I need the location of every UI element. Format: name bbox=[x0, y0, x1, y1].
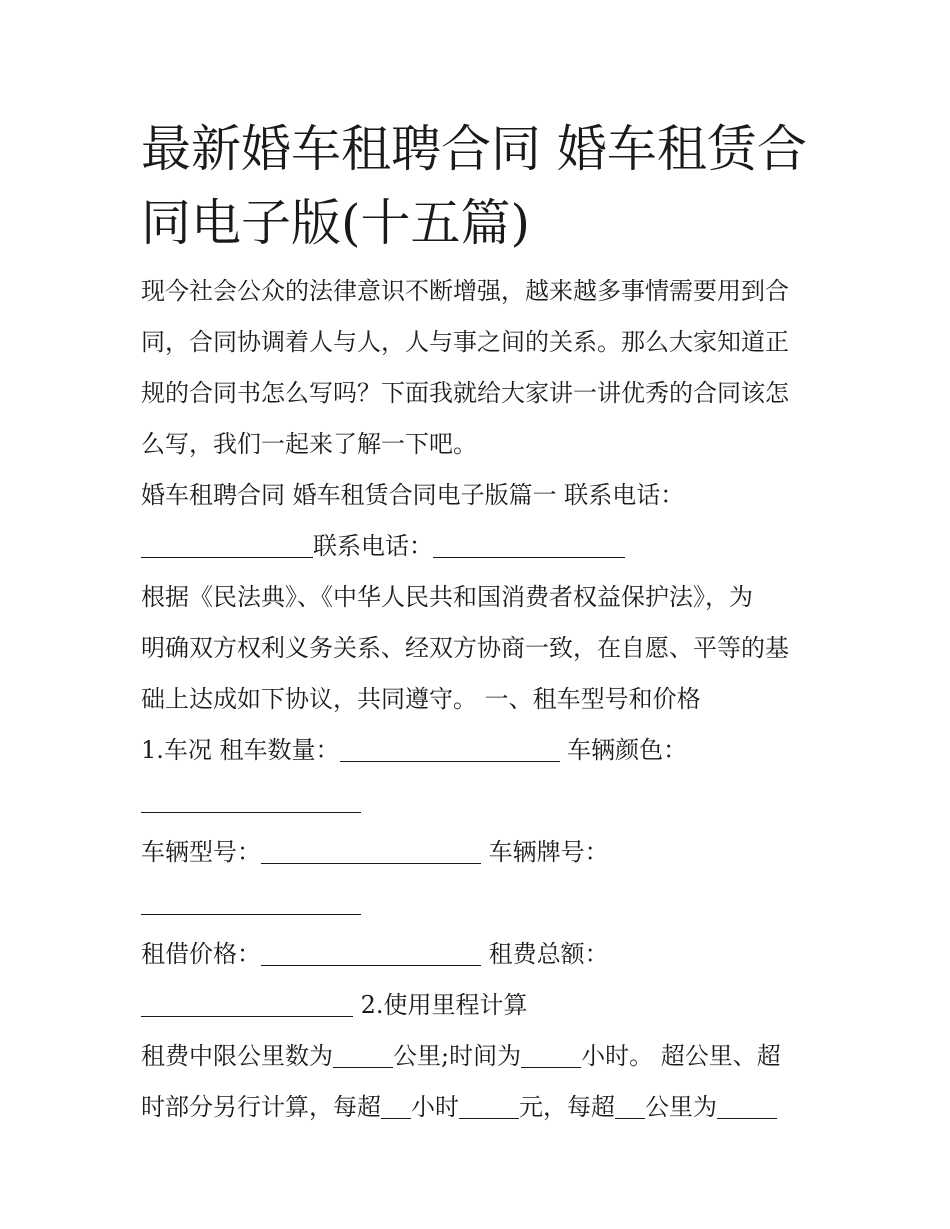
intro-line-1: 现今社会公众的法律意识不断增强，越来越多事情需要用到合 bbox=[141, 277, 789, 305]
model-blank bbox=[261, 839, 481, 864]
extra-km-fee-blank bbox=[717, 1094, 777, 1119]
item1-label: 1.车况 租车数量： bbox=[141, 736, 340, 764]
extra-line bbox=[141, 1082, 813, 1133]
section-heading: 婚车租聘合同 婚车租赁合同电子版篇一 联系电话： bbox=[141, 481, 685, 509]
mileage-text-a: 租费中限公里数为 bbox=[141, 1042, 333, 1070]
plate-label: 车辆牌号： bbox=[481, 838, 609, 866]
price-label: 租借价格： bbox=[141, 940, 261, 968]
phone-blank-2 bbox=[433, 533, 625, 558]
mileage-text-c: 小时。 超公里、超 bbox=[581, 1042, 781, 1070]
price-line bbox=[141, 929, 813, 980]
basis-line-2: 明确双方权利义务关系、经双方协商一致，在自愿、平等的基 bbox=[141, 634, 789, 662]
total-label: 租费总额： bbox=[481, 940, 609, 968]
item1-line bbox=[141, 725, 813, 776]
color-blank-line bbox=[141, 776, 813, 827]
extra-text-c: 元，每超 bbox=[519, 1093, 615, 1121]
title-line-1: 最新婚车租聘合同 婚车租赁合 bbox=[141, 120, 807, 178]
mileage-text-b: 公里;时间为 bbox=[393, 1042, 522, 1070]
document-title bbox=[141, 112, 813, 260]
item2-label: 2.使用里程计算 bbox=[353, 991, 528, 1019]
extra-text-a: 时部分另行计算，每超 bbox=[141, 1093, 381, 1121]
title-line-2: 同电子版(十五篇) bbox=[141, 194, 531, 252]
basis-line-1: 根据《民法典》、《中华人民共和国消费者权益保护法》，为 bbox=[141, 583, 753, 611]
phone-label-2: 联系电话： bbox=[313, 532, 433, 560]
extra-hour-fee-blank bbox=[459, 1094, 519, 1119]
phone-line bbox=[141, 521, 813, 572]
quantity-blank bbox=[340, 737, 560, 762]
plate-blank bbox=[141, 890, 361, 915]
document-page bbox=[141, 112, 813, 1133]
total-blank bbox=[141, 992, 353, 1017]
intro-line-2: 同，合同协调着人与人，人与事之间的关系。那么大家知道正 bbox=[141, 328, 789, 356]
basis-line-3: 础上达成如下协议，共同遵守。 一、租车型号和价格 bbox=[141, 685, 701, 713]
intro-line-4: 么写，我们一起来了解一下吧。 bbox=[141, 430, 477, 458]
intro-line-3: 规的合同书怎么写吗？下面我就给大家讲一讲优秀的合同该怎 bbox=[141, 379, 789, 407]
extra-text-b: 小时 bbox=[411, 1093, 459, 1121]
model-line bbox=[141, 827, 813, 878]
color-label: 车辆颜色： bbox=[559, 736, 688, 764]
color-blank bbox=[141, 788, 361, 813]
phone-blank-1 bbox=[141, 533, 313, 558]
extra-km-blank bbox=[615, 1094, 645, 1119]
model-label: 车辆型号： bbox=[141, 838, 261, 866]
mileage-line bbox=[141, 1031, 813, 1082]
km-limit-blank bbox=[333, 1043, 393, 1068]
extra-hour-blank bbox=[381, 1094, 411, 1119]
hour-limit-blank bbox=[521, 1043, 581, 1068]
price-blank bbox=[261, 941, 481, 966]
item2-line bbox=[141, 980, 813, 1031]
plate-blank-line bbox=[141, 878, 813, 929]
extra-text-d: 公里为 bbox=[645, 1093, 717, 1121]
